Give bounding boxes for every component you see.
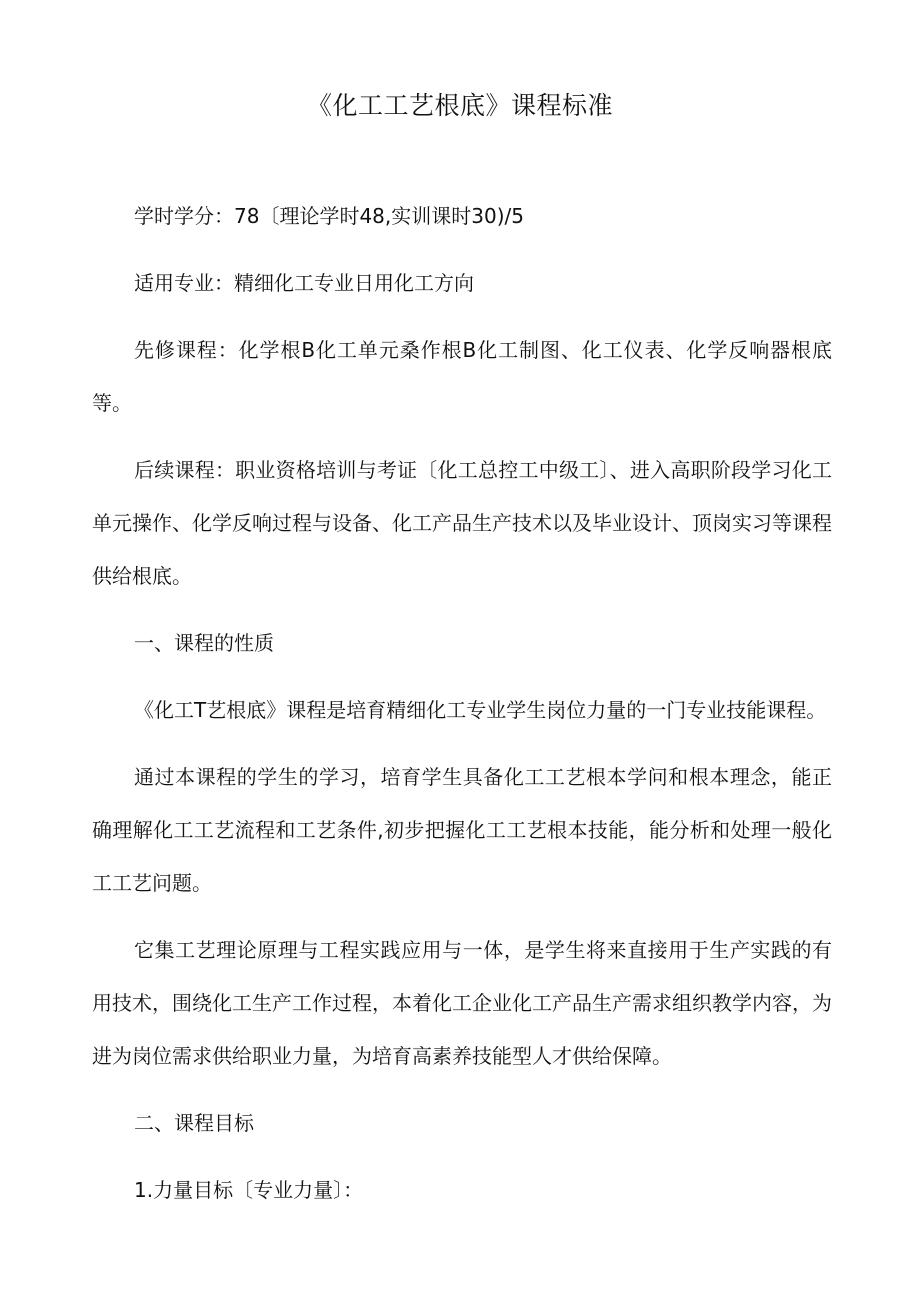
document-body <box>92 190 832 1217</box>
section1-heading: 一、课程的性质 <box>134 631 274 655</box>
section1-paragraph-3: 它集工艺理论原理与工程实践应用与一体，是学生将来直接用于生产实践的有用技术，围绕化工生产工作过程，本着化工企业化工产品生产需求组织教学内容，为进为岗位需求供给职业力量，为培育高素养技能型人才供给保障。 <box>92 938 832 1068</box>
prerequisite-paragraph: 先修课程：化学根B化工单元桑作根B化工制图、化工仪表、化学反响器根底等。 <box>92 338 832 415</box>
document-title: 《化工工艺根底》课程标准 <box>306 91 613 120</box>
section1-paragraph-1: 《化工T艺根底》课程是培育精细化工专业学生岗位力量的一门专业技能课程。 <box>134 698 827 722</box>
credit-hours-line: 学时学分：78〔理论学时48,实训课时30)/5 <box>134 204 524 228</box>
follow-up-paragraph: 后续课程：职业资格培训与考证〔化工总控工中级工〕、进入高职阶段学习化工单元操作、化学反响过程与设备、化工产品生产技术以及毕业设计、顶岗实习等课程供给根底。 <box>92 458 832 588</box>
section1-paragraph-2: 通过本课程的学生的学习，培育学生具备化工工艺根本学问和根本理念，能正确理解化工工艺流程和工艺条件,初步把握化工工艺根本技能，能分析和处理一般化工工艺问题。 <box>92 765 832 895</box>
applicable-major-line: 适用专业：精细化工专业日用化工方向 <box>134 271 474 295</box>
section2-subheading-1: 1.力量目标〔专业力量〕： <box>134 1178 364 1202</box>
section2-heading: 二、课程目标 <box>134 1111 254 1135</box>
